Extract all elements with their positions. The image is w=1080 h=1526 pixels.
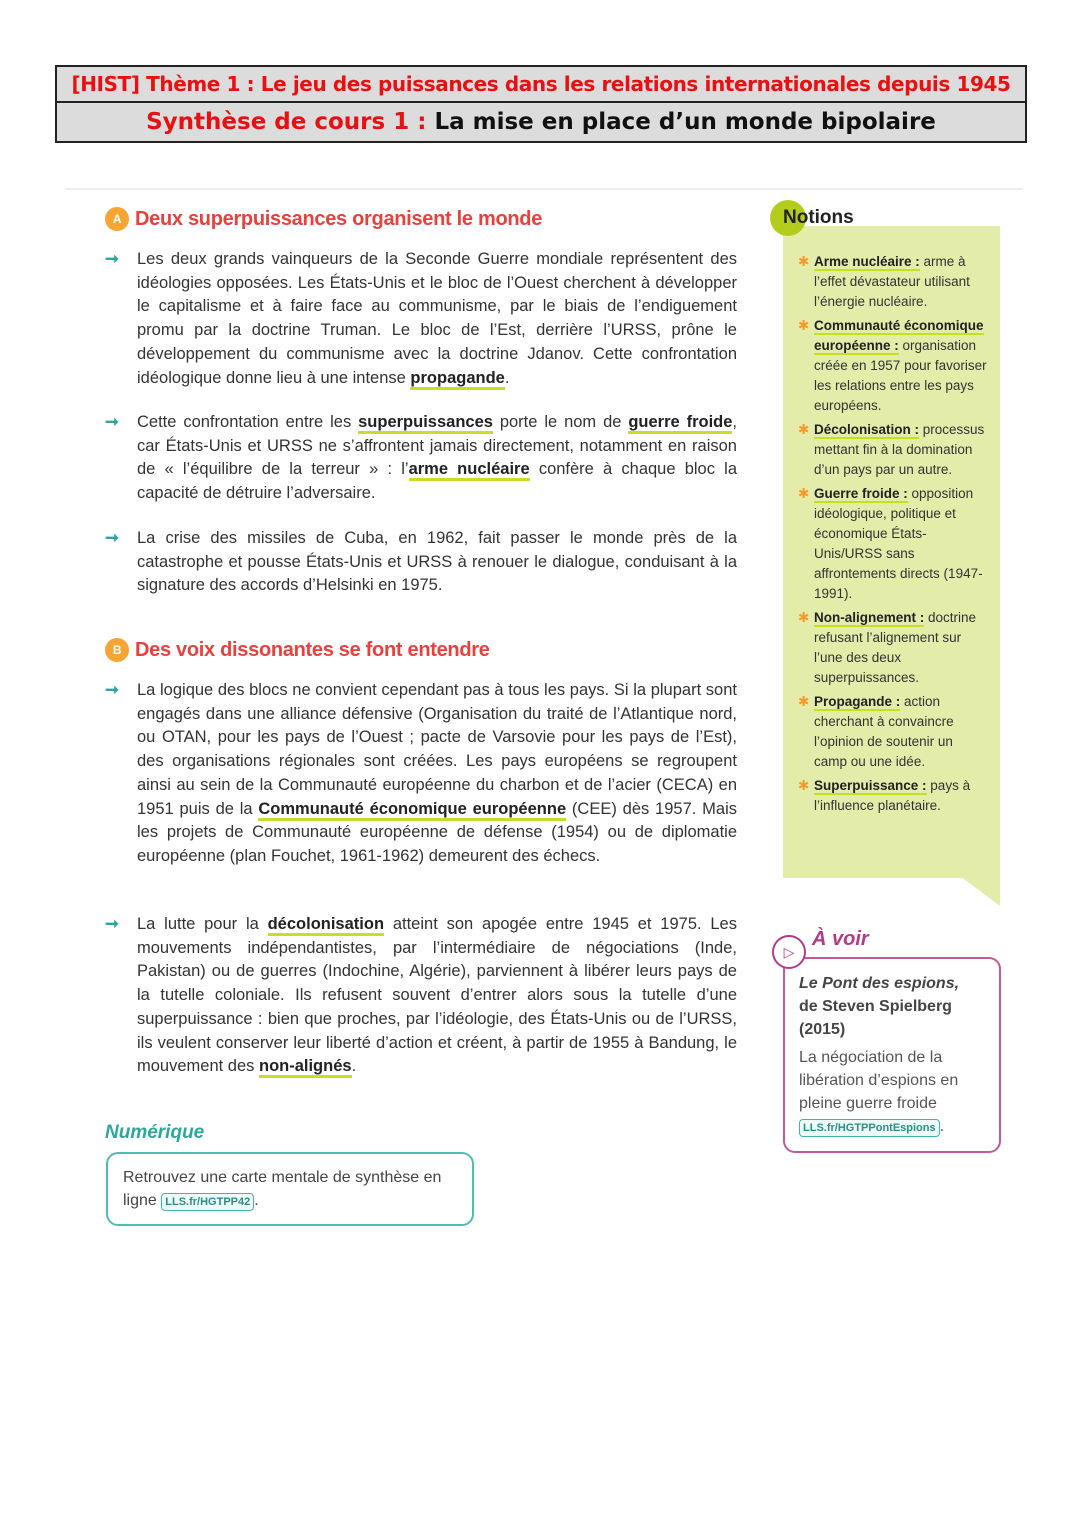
divider [65,188,1023,190]
notion-definition: processus mettant fin à la domination d’un pays par un autre. [814,422,985,477]
section-a-heading: Deux superpuissances organisent le monde [135,207,543,230]
numerique-desc: Retrouvez une carte mentale de synthèse en ligne [123,1169,442,1209]
paragraph-text [137,913,737,1079]
film-desc-text: La négociation de la libération d’espions en pleine guerre froide [799,1049,959,1112]
paragraph [105,411,737,506]
bullet-icon: ✱ [798,486,810,501]
text-segment: . [504,368,510,387]
bullet-icon: ✱ [798,694,810,709]
paragraph-text [137,411,737,506]
play-icon: ▷ [772,935,806,969]
highlighted-term: guerre froide [628,413,732,434]
paragraph-text [137,527,737,598]
notion-definition: doctrine refusant l’alignement sur l’une des deux superpuissances. [814,610,977,685]
section-a-badge: A [105,207,129,231]
section-b-heading: Des voix dissonantes se font entendre [135,638,490,661]
text-segment: La lutte pour la [137,915,268,933]
text-segment: atteint son apogée entre 1945 et 1975. Les mouvements indépendantistes, par l’intermédiaire de négociations (Inde, Pakistan) ou de guerres (Indochine, Algérie), parviennent à libérer leurs pays de la tutelle coloniale. Ils refusent souvent d’entrer alors sous la tutelle d’une superpuissance : bien que proches, par l’idéologie, des États-Unis ou de l’URSS, ils veulent conserver leur liberté d’action et créent, à partir de 1955 à Bandung, le mouvement des [137,915,737,1076]
arrow-icon: ➞ [105,250,119,268]
paragraph [105,913,737,1079]
section-a-title [105,207,542,231]
notion-definition: arme à l’effet dévastateur utilisant l’énergie nucléaire. [814,254,970,309]
arrow-icon: ➞ [105,529,119,547]
text-segment: . [351,1057,357,1076]
text-segment: , car États-Unis et URSS ne s’affrontent jamais directement, notamment en raison de « l’équilibre de la terreur » : l’ [137,413,738,479]
highlighted-term: arme nucléaire [409,460,530,481]
synthesis-header [55,101,1027,143]
film-director: de Steven Spielberg [799,998,952,1015]
film-info [799,972,989,1041]
paragraph-text [137,679,737,869]
bullet-icon: ✱ [798,610,810,625]
bullet-icon: ✱ [798,778,810,793]
film-description: La négociation de la libération d’espions en pleine guerre froide LLS.fr/HGTPPontEspions . [799,1049,959,1135]
text-segment: confère à chaque bloc la capacité de détruire l’adversaire. [137,460,737,503]
bullet-icon: ✱ [798,318,810,333]
notion-term: Communauté économique européenne : [814,318,984,353]
text-segment: La crise des missiles de Cuba, en 1962, fait passer le monde près de la catastrophe et pousse États-Unis et URSS à renouer le dialogue, conduisant à la signature des accords d’Helsinki en 1975. [137,529,737,595]
paragraph-text [137,248,737,390]
section-b-title [105,638,490,662]
text-segment: (CEE) dès 1957. Mais les projets de Communauté européenne de défense (1954) ou de diplomatie européenne (plan Fouchet, 1961-1962) demeurent des échecs. [137,799,737,865]
notion-term: Arme nucléaire : [814,254,920,269]
paragraph [105,248,737,390]
notion-term: Décolonisation : [814,422,920,437]
highlighted-term: décolonisation [268,915,384,936]
notion-definition: organisation créée en 1957 pour favoriser les relations entre les pays européens. [814,338,987,413]
notion-item [798,420,988,480]
film-title: Le Pont des espions, [799,975,960,992]
notion-item [798,776,988,816]
notion-definition: action cherchant à convaincre l’opinion de soutenir un camp ou une idée. [814,694,954,769]
notion-item [798,252,988,312]
notion-term: Superpuissance : [814,778,927,793]
notion-item [798,316,988,416]
notion-item [798,692,988,772]
notion-item [798,608,988,688]
paragraph [105,679,737,869]
notions-title: Notions [783,207,854,228]
highlighted-term: propagande [410,369,504,390]
text-segment: porte le nom de [492,413,629,431]
notion-term: Non-alignement : [814,610,925,625]
notion-term: Propagande : [814,694,901,709]
notion-term: Guerre froide : [814,486,908,501]
arrow-icon: ➞ [105,915,119,933]
theme-header: [HIST] Thème 1 : Le jeu des puissances dans les relations internationales depuis 1945 [55,65,1027,103]
numerique-link[interactable]: LLS.fr/HGTPP42 [161,1193,254,1211]
film-link[interactable]: LLS.fr/HGTPPontEspions [799,1119,940,1137]
notion-definition: pays à l’influence planétaire. [814,778,971,813]
text-segment: Les deux grands vainqueurs de la Seconde Guerre mondiale représentent des idéologies opposées. Les États-Unis et le bloc de l’Ouest cherchent à développer le capitalisme et à faire face au communisme, par le biais de l’endiguement promu par la doctrine Truman. Le bloc de l’Est, derrière l’URSS, prône le développement du communisme avec la doctrine Jdanov. Cette confrontation idéologique donne lieu à une intense [137,250,737,387]
a-voir-title: À voir [812,928,869,950]
notion-item [798,484,988,604]
numerique-title: Numérique [105,1122,205,1143]
notion-definition: opposition idéologique, politique et économique États-Unis/URSS sans affrontements directs (1947-1991). [814,486,983,601]
synthesis-label: Synthèse de cours 1 : [146,109,427,135]
bullet-icon: ✱ [798,422,810,437]
highlighted-term: superpuissances [358,413,493,434]
section-b-badge: B [105,638,129,662]
bullet-icon: ✱ [798,254,810,269]
highlighted-term: non-alignés [259,1057,352,1078]
text-segment: La logique des blocs ne convient cependant pas à tous les pays. Si la plupart sont engagés dans une alliance défensive (Organisation du traité de l’Atlantique nord, ou OTAN, pour les pays de l’Ouest ; pacte de Varsovie pour les pays de l’Est), des organisations régionales sont créées. Les pays européens se regroupent ainsi au sein de la Communauté européenne du charbon et de l’acier (CECA) en 1951 puis de la [137,681,737,818]
text-segment: Cette confrontation entre les [137,413,359,431]
paragraph [105,527,737,598]
arrow-icon: ➞ [105,413,119,431]
numerique-text: Retrouvez une carte mentale de synthèse en ligne LLS.fr/HGTPP42 . [123,1169,442,1209]
highlighted-term: Communauté économique européenne [258,800,566,821]
arrow-icon: ➞ [105,681,119,699]
film-year: (2015) [799,1021,846,1038]
notions-list [798,252,988,820]
synthesis-title: La mise en place d’un monde bipolaire [434,109,936,135]
notions-tail [960,876,1000,906]
